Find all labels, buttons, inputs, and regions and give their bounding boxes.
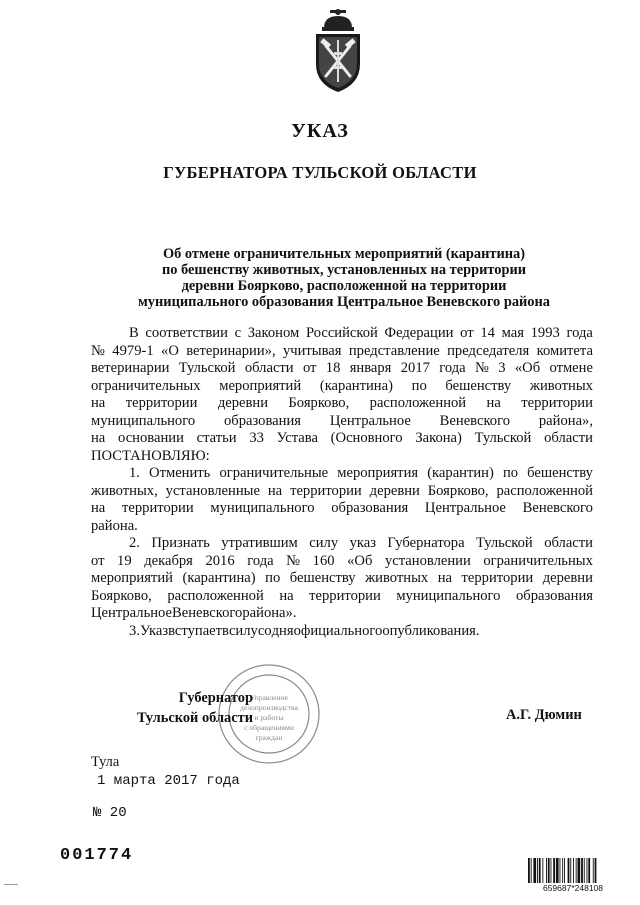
- decree-number: № 20: [93, 805, 127, 821]
- body-word: утратившим: [221, 535, 298, 551]
- body-word: дня: [271, 622, 294, 639]
- body-word: 1993: [530, 325, 560, 341]
- body-word: основании: [118, 430, 184, 446]
- subject-line: муниципального образования Центральное Веневского района: [137, 294, 550, 310]
- body-word: расположенной: [167, 587, 264, 604]
- body-line: [91, 465, 593, 483]
- body-word: района.: [91, 517, 138, 534]
- issuer-title: ГУБЕРНАТОРА ТУЛЬСКОЙ ОБЛАСТИ: [163, 163, 477, 182]
- body-word: 33: [249, 430, 264, 446]
- body-word: Губернатора: [387, 535, 465, 551]
- body-word: образования: [515, 587, 593, 604]
- body-word: Российской: [305, 325, 378, 341]
- body-line: [91, 570, 593, 588]
- body-word: «Об: [347, 552, 373, 569]
- body-word: 1.: [129, 465, 140, 481]
- body-word: муниципального: [210, 500, 315, 516]
- body-word: территории: [309, 587, 381, 604]
- stamp-line: Управление: [249, 693, 289, 702]
- body-word: (карантин): [427, 465, 494, 481]
- body-word: Устава: [276, 430, 318, 446]
- body-word: мероприятий: [91, 570, 173, 586]
- position-line: Тульской области: [136, 710, 253, 726]
- body-word: мая: [501, 325, 524, 341]
- body-word: образования: [224, 412, 301, 429]
- body-word: установленные: [165, 482, 260, 499]
- body-word: от: [91, 552, 105, 569]
- body-word: указ: [349, 535, 376, 551]
- body-word: ограничительные: [219, 465, 329, 481]
- signatory-name: А.Г. Дюмин: [506, 707, 582, 723]
- body-word: образования: [331, 500, 409, 516]
- body-line: [91, 325, 593, 343]
- stamp-line: и работы: [254, 713, 284, 722]
- body-word: года: [247, 552, 274, 569]
- body-word: в: [222, 622, 229, 639]
- body-word: декабря: [144, 552, 193, 569]
- body-word: №: [474, 360, 489, 376]
- scan-mark: [4, 884, 18, 885]
- body-word: 18: [325, 360, 341, 376]
- body-word: на: [91, 500, 106, 516]
- body-line: [91, 360, 593, 378]
- body-word: на: [91, 430, 106, 446]
- body-word: с: [234, 325, 242, 341]
- body-word: по: [502, 465, 519, 481]
- body-word: комитета: [536, 342, 593, 359]
- tula-coat-of-arms-emblem: [302, 8, 374, 94]
- body-word: от: [302, 360, 317, 376]
- body-word: 2016: [205, 552, 235, 569]
- issue-date: 1 марта 2017 года: [97, 773, 240, 789]
- body-word: Законом: [247, 325, 300, 341]
- body-word: Отменить: [149, 465, 211, 481]
- body-word: «Об: [514, 360, 541, 376]
- body-line: [91, 623, 593, 641]
- body-word: января: [349, 360, 392, 376]
- body-word: председателя: [447, 342, 530, 359]
- body-line: [91, 430, 593, 448]
- body-word: животных: [365, 570, 429, 586]
- body-word: Боярково,: [91, 587, 152, 604]
- body-word: Боярково,: [427, 482, 489, 499]
- body-word: от: [460, 325, 474, 341]
- body-line: [91, 605, 593, 623]
- body-line: [91, 395, 593, 413]
- body-word: бешенству: [445, 377, 512, 394]
- body-word: официального: [293, 622, 383, 639]
- body-line: [91, 343, 593, 361]
- subject-line: деревни Боярково, расположенной на территории: [181, 278, 507, 294]
- body-word: 160: [312, 552, 335, 569]
- body-word: бешенству: [289, 570, 356, 586]
- body-word: области: [544, 430, 593, 446]
- body-word: силу: [309, 535, 339, 551]
- body-word: мероприятий: [219, 377, 302, 394]
- body-word: вступает: [168, 622, 223, 639]
- body-word: территории: [290, 482, 362, 499]
- body-word: Признать: [151, 535, 210, 551]
- body-word: (Основного: [330, 430, 403, 446]
- body-word: по: [411, 377, 427, 394]
- document-subject: [96, 246, 592, 310]
- body-word: ветеринарии»,: [186, 342, 276, 359]
- body-word: Указ: [139, 622, 169, 639]
- body-word: животных: [529, 377, 593, 394]
- body-word: на: [486, 395, 501, 411]
- body-word: Центральное: [91, 605, 172, 621]
- body-word: учитывая: [282, 342, 342, 359]
- body-word: Веневского: [439, 412, 511, 429]
- body-line: [91, 553, 593, 571]
- subject-line: по бешенству животных, установленных на территории: [161, 262, 527, 278]
- body-word: Федерации: [384, 325, 454, 341]
- body-word: Закона): [415, 430, 462, 446]
- body-word: деревни: [369, 482, 420, 499]
- body-word: года: [439, 360, 466, 376]
- body-word: по: [265, 570, 281, 586]
- signature-position: [127, 688, 253, 728]
- body-line: [91, 413, 593, 431]
- body-word: расположенной: [496, 482, 593, 499]
- body-word: района».: [242, 605, 297, 621]
- body-word: животных,: [91, 482, 158, 499]
- body-word: 3: [498, 360, 506, 376]
- body-word: 14: [480, 325, 495, 341]
- body-word: муниципального: [91, 412, 196, 429]
- body-word: (карантина): [182, 570, 256, 586]
- body-word: 2.: [129, 535, 140, 551]
- body-word: на: [279, 587, 294, 604]
- body-line: [91, 518, 593, 536]
- body-word: на: [267, 482, 283, 499]
- body-line: [91, 378, 593, 396]
- body-word: ограничительных: [483, 552, 593, 569]
- body-word: ветеринарии: [91, 360, 170, 376]
- body-line: [91, 588, 593, 606]
- body-word: года: [566, 325, 593, 341]
- body-word: «О: [161, 342, 179, 359]
- position-line: Губернатор: [178, 690, 253, 706]
- body-word: Боярково,: [288, 395, 350, 411]
- body-word: муниципального: [396, 587, 501, 604]
- body-word: территории: [461, 570, 534, 586]
- body-word: территории: [125, 395, 198, 411]
- stamp-line: делопроизводства: [239, 703, 299, 712]
- subject-line: Об отмене ограничительных мероприятий (карантина): [162, 246, 526, 262]
- body-word: В: [129, 325, 139, 341]
- body-word: бешенству: [527, 465, 593, 481]
- body-word: 2017: [400, 360, 430, 376]
- body-word: №: [286, 552, 301, 569]
- body-word: территории: [122, 500, 194, 516]
- issue-place: Тула: [91, 754, 120, 770]
- body-line: [91, 535, 593, 553]
- body-word: на: [437, 570, 452, 586]
- body-word: статьи: [196, 430, 237, 446]
- body-word: опубликования.: [382, 622, 480, 639]
- body-word: расположенной: [369, 395, 467, 411]
- stamp-line: граждан: [255, 733, 283, 742]
- body-word: Центральное: [424, 500, 506, 516]
- body-word: мероприятия: [337, 465, 419, 481]
- body-word: 4979-1: [112, 342, 154, 359]
- body-line: [91, 448, 593, 466]
- body-word: установлении: [384, 552, 471, 569]
- document-body: [91, 325, 593, 640]
- body-word: деревни: [542, 570, 593, 586]
- body-word: области: [544, 535, 593, 551]
- body-word: на: [91, 395, 106, 411]
- body-word: Тульской: [178, 360, 236, 376]
- stamp-line: с обращениями: [244, 723, 294, 732]
- body-word: деревни: [217, 395, 268, 411]
- body-word: силу: [228, 622, 258, 639]
- body-word: отмене: [549, 360, 593, 376]
- body-word: Веневского: [522, 500, 593, 516]
- body-word: 19: [117, 552, 132, 569]
- body-line: [91, 500, 593, 518]
- body-word: Веневского: [172, 605, 243, 621]
- document-title: УКАЗ: [291, 120, 349, 142]
- body-word: района»,: [538, 412, 593, 429]
- body-line: [91, 483, 593, 501]
- form-serial-number: 001774: [60, 846, 134, 865]
- body-word: представление: [348, 342, 440, 359]
- body-word: Центральное: [329, 412, 411, 429]
- body-word: территории: [521, 395, 593, 411]
- body-word: Тульской: [474, 430, 532, 446]
- body-word: ПОСТАНОВЛЯЮ:: [91, 447, 210, 464]
- body-word: со: [257, 622, 272, 639]
- body-word: ограничительных: [91, 377, 201, 394]
- body-word: 3.: [129, 622, 140, 639]
- body-word: (карантина): [319, 377, 393, 394]
- body-word: Тульской: [476, 535, 533, 551]
- barcode-number: 659687*248108: [526, 883, 620, 893]
- body-word: области: [244, 360, 294, 376]
- body-word: №: [91, 342, 105, 359]
- body-word: соответствии: [145, 325, 228, 341]
